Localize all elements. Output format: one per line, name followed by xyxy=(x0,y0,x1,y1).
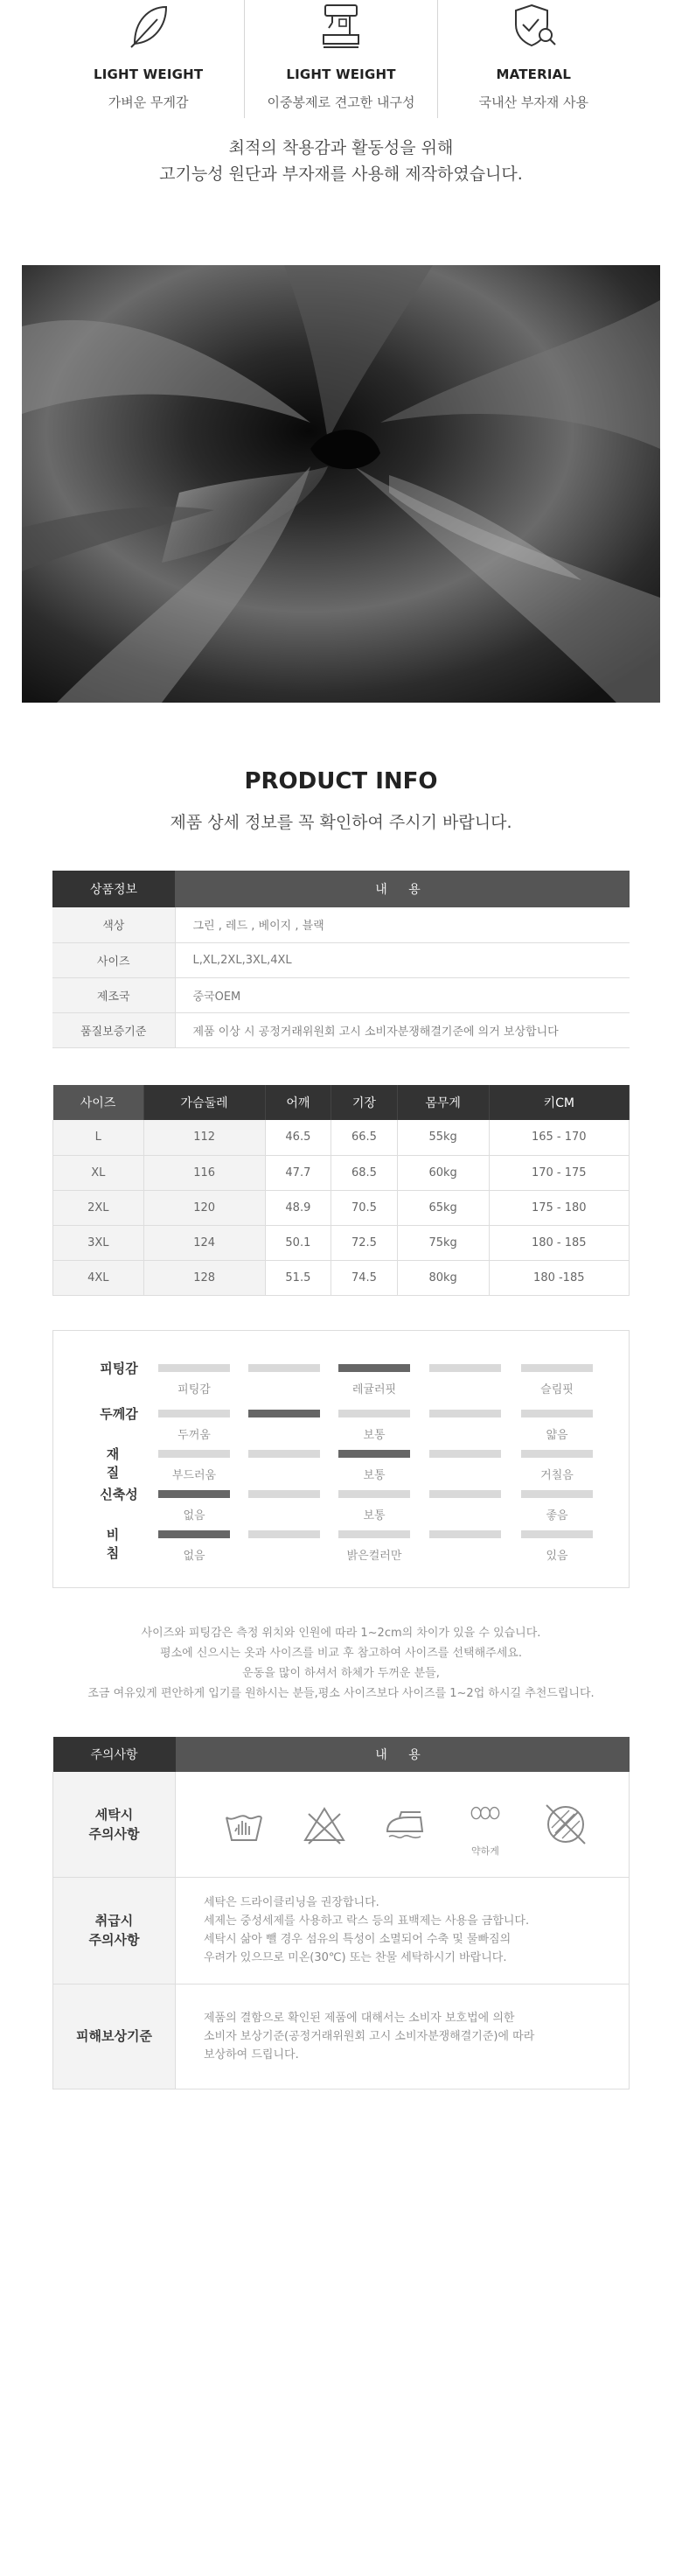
row-label xyxy=(53,1877,176,1984)
table-header-cell: 몸무게 xyxy=(397,1085,489,1120)
table-cell: 68.5 xyxy=(331,1155,398,1190)
size-cell: XL xyxy=(53,1155,144,1190)
fit-scale-bar xyxy=(521,1450,593,1458)
fit-scale-bar xyxy=(338,1490,410,1498)
text-line: 우려가 있으므로 미온(30℃) 또는 찬물 세탁하시기 바랍니다. xyxy=(204,1951,507,1964)
wash-icon-list xyxy=(204,1802,629,1857)
fit-scale-bar xyxy=(248,1364,320,1372)
feature-subtitle: 가벼운 무게감 xyxy=(108,94,189,110)
table-header-cell: 사이즈 xyxy=(53,1085,144,1120)
table-cell: 165 - 170 xyxy=(489,1120,629,1155)
table-row xyxy=(53,1225,630,1260)
gentle-wring-icon xyxy=(463,1802,508,1857)
product-info-subtitle: 제품 상세 정보를 꼭 확인하여 주시기 바랍니다. xyxy=(170,813,512,832)
fit-scale-bar xyxy=(429,1364,501,1372)
feature-subtitle: 국내산 부자재 사용 xyxy=(478,94,589,110)
size-notes xyxy=(0,1623,682,1704)
table-header-cell: 가슴둘레 xyxy=(143,1085,265,1120)
text-line: 보상하여 드립니다. xyxy=(204,2048,299,2062)
feature-title: LIGHT WEIGHT xyxy=(93,66,204,82)
size-cell: 2XL xyxy=(53,1190,144,1225)
fit-scale-label: 두께감 xyxy=(100,1406,138,1422)
table-cell: 74.5 xyxy=(331,1260,398,1295)
fit-scale-mark: 거칠음 xyxy=(540,1469,574,1482)
fit-scale-mark: 없음 xyxy=(183,1550,205,1563)
text-line: 세제는 중성세제를 사용하고 락스 등의 표백제는 사용을 금합니다. xyxy=(204,1914,530,1928)
intro-text xyxy=(0,135,682,187)
table-cell: 120 xyxy=(143,1190,265,1225)
feature-light-weight xyxy=(52,0,244,118)
table-cell: 80kg xyxy=(397,1260,489,1295)
fit-scale-bar xyxy=(248,1490,320,1498)
handling-text-cell xyxy=(176,1877,630,1984)
fit-scale-mark: 보통 xyxy=(363,1509,386,1522)
text-line: 세탁시 삶아 뺄 경우 섬유의 특성이 소멸되어 수축 및 물빠짐의 xyxy=(204,1933,512,1946)
text-line: 소비자 보상기준(공정거래위원회 고시 소비자분쟁해결기준)에 따라 xyxy=(204,2029,535,2043)
fit-scale-mark: 좋음 xyxy=(546,1509,568,1522)
fit-scale-bar xyxy=(158,1410,230,1418)
fit-scale-bar xyxy=(338,1530,410,1538)
feature-title: LIGHT WEIGHT xyxy=(286,66,396,82)
table-cell: 55kg xyxy=(397,1120,489,1155)
fit-scale-bar xyxy=(521,1364,593,1372)
fit-scale-row xyxy=(53,1359,630,1404)
row-label: 사이즈 xyxy=(52,942,175,977)
table-cell: 175 - 180 xyxy=(489,1190,629,1225)
label-line: 취급시 xyxy=(94,1913,134,1928)
table-cell: 116 xyxy=(143,1155,265,1190)
row-value: 중국OEM xyxy=(175,977,630,1012)
fit-scale-row xyxy=(53,1445,630,1490)
table-cell: 51.5 xyxy=(265,1260,331,1295)
fit-scale-mark: 부드러움 xyxy=(171,1469,217,1482)
fit-scale-mark: 슬림핏 xyxy=(540,1383,574,1396)
intro-line-1: 최적의 착용감과 활동성을 위해 xyxy=(228,138,454,158)
fit-scale-bar-selected xyxy=(248,1410,320,1418)
table-row xyxy=(53,1190,630,1225)
table-cell: 47.7 xyxy=(265,1155,331,1190)
table-row xyxy=(53,1984,630,2089)
label-line: 세탁시 xyxy=(94,1806,134,1823)
product-info-table xyxy=(52,871,630,1048)
feature-title: MATERIAL xyxy=(496,66,572,82)
fit-scale-bar xyxy=(429,1450,501,1458)
table-header-cell: 어깨 xyxy=(265,1085,331,1120)
fabric-closeup-image xyxy=(22,265,660,703)
no-bleach-icon xyxy=(302,1802,347,1847)
table-cell: 50.1 xyxy=(265,1225,331,1260)
feature-subtitle: 이중봉제로 견고한 내구성 xyxy=(267,94,415,110)
table-cell: 48.9 xyxy=(265,1190,331,1225)
product-info-title: PRODUCT INFO xyxy=(244,768,438,794)
fit-scale-label: 재 질 xyxy=(106,1446,132,1480)
fit-scale-row xyxy=(53,1404,630,1450)
fit-scale-mark: 얇음 xyxy=(546,1429,568,1442)
fit-scale-bar-selected xyxy=(158,1490,230,1498)
fit-scale-bar xyxy=(158,1364,230,1372)
care-instructions-table xyxy=(52,1737,630,2090)
note-line: 조금 여유있게 편안하게 입기를 원하시는 분들,평소 사이즈보다 사이즈를 1~2업 하시길 추천드립니다. xyxy=(87,1687,595,1700)
fit-scale-row xyxy=(53,1485,630,1530)
fit-scale-mark: 있음 xyxy=(546,1550,568,1563)
fit-scale-label: 신축성 xyxy=(100,1487,138,1502)
row-label: 피해보상기준 xyxy=(53,1984,176,2089)
table-cell: 65kg xyxy=(397,1190,489,1225)
feature-material xyxy=(437,0,630,118)
fit-scale-mark: 밝은컬러만 xyxy=(346,1550,402,1563)
table-cell: 72.5 xyxy=(331,1225,398,1260)
feature-durability xyxy=(244,0,436,118)
shield-search-icon xyxy=(507,0,560,51)
table-row xyxy=(53,1155,630,1190)
no-tumble-dry-icon xyxy=(543,1802,588,1847)
text-line: 제품의 결함으로 확인된 제품에 대해서는 소비자 보호법에 의한 xyxy=(204,2011,515,2025)
table-row xyxy=(52,942,630,977)
label-line: 주의사항 xyxy=(88,1825,140,1842)
iron-icon xyxy=(382,1802,428,1847)
table-cell: 180 -185 xyxy=(489,1260,629,1295)
row-label: 품질보증기준 xyxy=(52,1012,175,1047)
fit-scale-mark: 레귤러핏 xyxy=(351,1383,397,1396)
table-header-cell: 내 용 xyxy=(176,1737,630,1772)
table-row xyxy=(52,977,630,1012)
sewing-machine-icon xyxy=(315,0,367,51)
table-header-cell: 내 용 xyxy=(175,871,630,907)
table-cell: 66.5 xyxy=(331,1120,398,1155)
fit-scale-bar xyxy=(521,1530,593,1538)
gentle-wring-label: 약하게 xyxy=(471,1844,499,1857)
table-row xyxy=(52,907,630,942)
fit-scale-bar xyxy=(158,1450,230,1458)
fit-scale-bar xyxy=(429,1530,501,1538)
fit-scale-row xyxy=(53,1525,630,1571)
size-cell: L xyxy=(53,1120,144,1155)
fit-scale-bar-selected xyxy=(158,1530,230,1538)
table-row xyxy=(52,1012,630,1047)
fit-scale-bar xyxy=(429,1490,501,1498)
row-label: 색상 xyxy=(52,907,175,942)
fit-scale-mark: 보통 xyxy=(363,1429,386,1442)
row-label xyxy=(53,1772,176,1877)
fit-scale-mark: 보통 xyxy=(363,1469,386,1482)
hand-wash-icon xyxy=(221,1802,267,1847)
table-header-row xyxy=(53,1737,630,1772)
fit-scale-bar xyxy=(521,1410,593,1418)
fit-scale-bar xyxy=(429,1410,501,1418)
leaf-icon xyxy=(122,0,175,51)
row-value: L,XL,2XL,3XL,4XL xyxy=(175,942,630,977)
fit-scale-bar-selected xyxy=(338,1364,410,1372)
fit-scale-mark: 피팅감 xyxy=(177,1383,211,1396)
fit-scale-bar xyxy=(521,1490,593,1498)
wash-icons-cell xyxy=(176,1772,630,1877)
fit-scale-label: 피팅감 xyxy=(100,1361,138,1376)
table-header-cell: 기장 xyxy=(331,1085,398,1120)
table-cell: 60kg xyxy=(397,1155,489,1190)
table-row xyxy=(53,1772,630,1877)
fit-scale-bar xyxy=(248,1530,320,1538)
table-header-cell: 키CM xyxy=(489,1085,629,1120)
intro-line-2: 고기능성 원단과 부자재를 사용해 제작하였습니다. xyxy=(159,164,523,184)
table-cell: 112 xyxy=(143,1120,265,1155)
fit-scale-bar xyxy=(248,1450,320,1458)
note-line: 사이즈와 피팅감은 측정 위치와 인원에 따라 1~2cm의 차이가 있을 수 있습니다. xyxy=(141,1627,541,1640)
size-cell: 4XL xyxy=(53,1260,144,1295)
fit-scale-bar-selected xyxy=(338,1450,410,1458)
table-header-row xyxy=(52,871,630,907)
table-cell: 128 xyxy=(143,1260,265,1295)
table-header-cell: 주의사항 xyxy=(53,1737,176,1772)
text-line: 세탁은 드라이클리닝을 권장합니다. xyxy=(204,1896,379,1909)
compensation-text-cell xyxy=(176,1984,630,2089)
row-value: 제품 이상 시 공정거래위원회 고시 소비자분쟁해결기준에 의거 보상합니다 xyxy=(175,1012,630,1047)
row-label: 제조국 xyxy=(52,977,175,1012)
row-value: 그린 , 레드 , 베이지 , 블랙 xyxy=(175,907,630,942)
fit-scale-mark: 두꺼움 xyxy=(177,1429,211,1442)
table-row xyxy=(53,1260,630,1295)
table-row xyxy=(53,1877,630,1984)
table-header-cell: 상품정보 xyxy=(52,871,175,907)
table-cell: 75kg xyxy=(397,1225,489,1260)
table-cell: 124 xyxy=(143,1225,265,1260)
size-chart-table xyxy=(52,1085,630,1296)
note-line: 운동을 많이 하셔서 하체가 두꺼운 분들, xyxy=(242,1667,440,1680)
table-cell: 46.5 xyxy=(265,1120,331,1155)
table-row xyxy=(53,1120,630,1155)
table-cell: 70.5 xyxy=(331,1190,398,1225)
table-header-row xyxy=(53,1085,630,1120)
fit-scale-bar xyxy=(338,1410,410,1418)
table-cell: 180 - 185 xyxy=(489,1225,629,1260)
table-cell: 170 - 175 xyxy=(489,1155,629,1190)
label-line: 주의사항 xyxy=(88,1932,140,1948)
fit-scale-label: 비 침 xyxy=(106,1527,132,1561)
feature-strip xyxy=(52,0,630,118)
fit-scale-mark: 없음 xyxy=(183,1509,205,1522)
fit-scale-panel xyxy=(52,1330,630,1588)
size-cell: 3XL xyxy=(53,1225,144,1260)
note-line: 평소에 신으시는 옷과 사이즈를 비교 후 참고하여 사이즈를 선택해주세요. xyxy=(160,1647,522,1660)
